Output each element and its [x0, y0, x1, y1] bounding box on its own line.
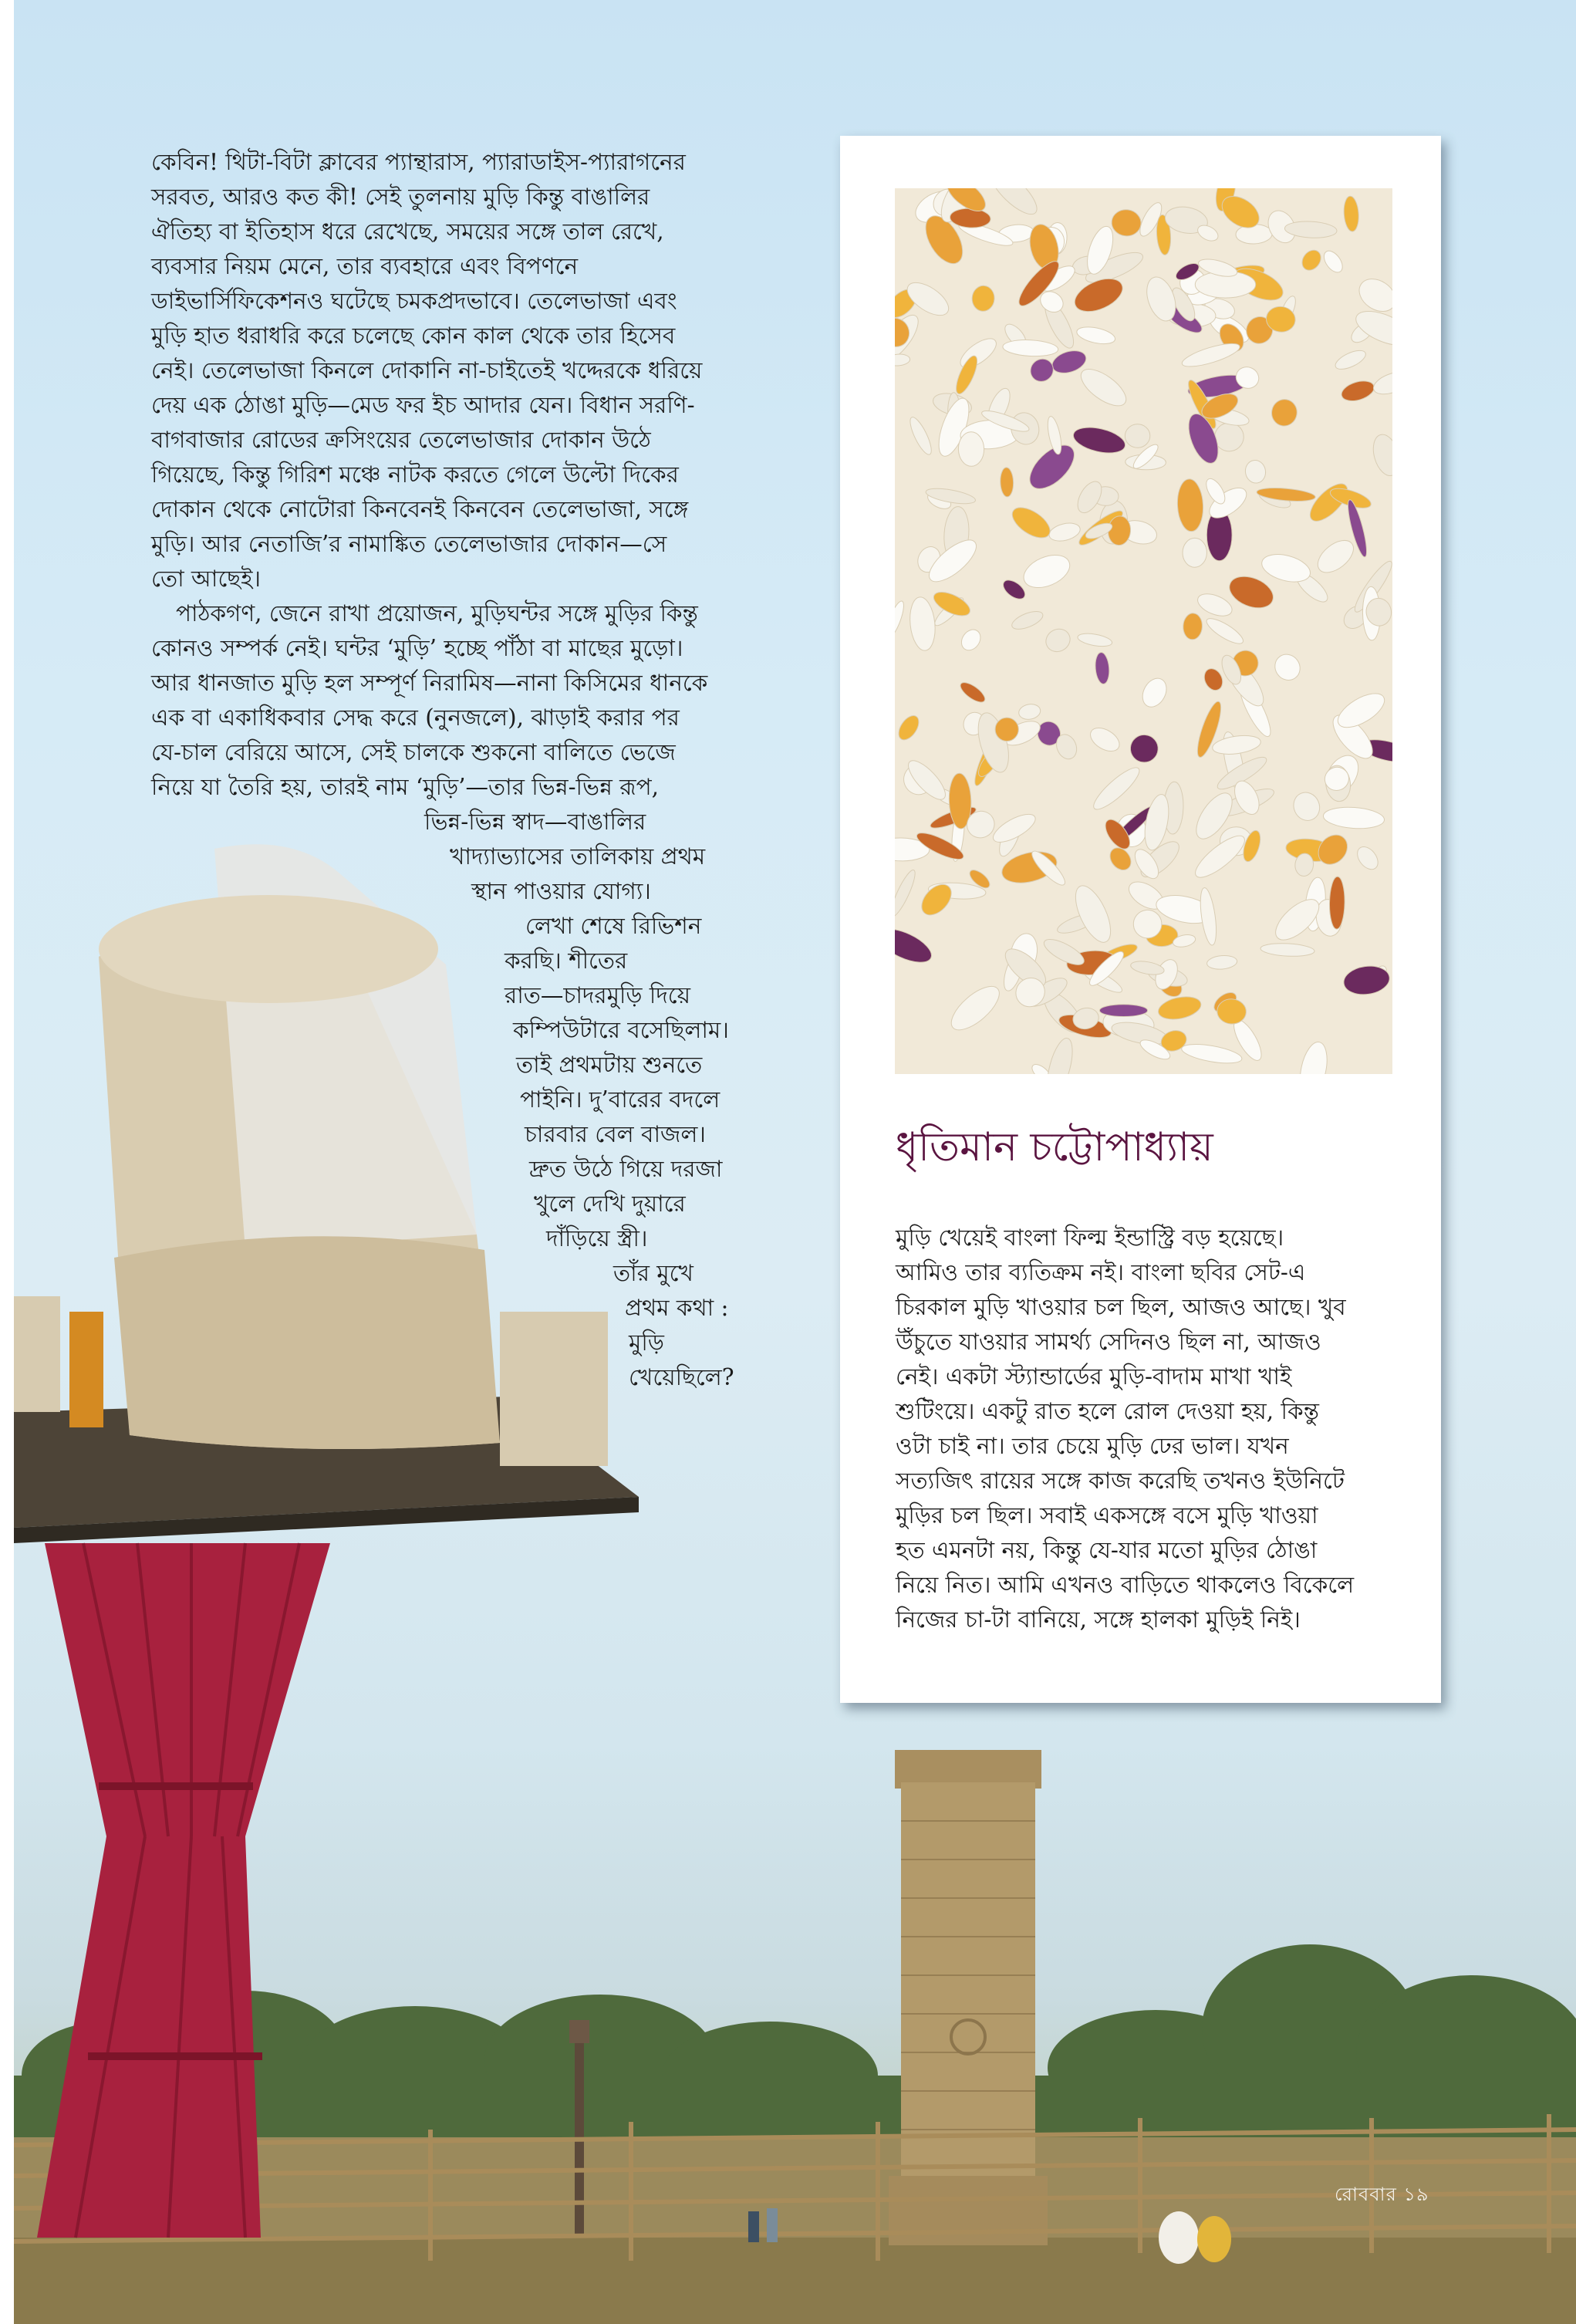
article-wrap-line: করছি। শীতের: [505, 948, 628, 974]
sidebar-line: শুটিংয়ে। একটু রাত হলে রোল দেওয়া হয়, কিন্তু: [896, 1398, 1319, 1424]
article-wrap-line: লেখা শেষে রিভিশন: [525, 913, 702, 939]
sidebar-line: নেই। একটা স্ট্যান্ডার্ডের মুড়ি-বাদাম মাখা খাই: [896, 1363, 1292, 1390]
article-line: দোকান থেকে নোটোরা কিনবেনই কিনবেন তেলেভাজা, সঙ্গে: [151, 496, 689, 522]
article-line: দেয় এক ঠোঙা মুড়ি—মেড ফর ইচ আদার যেন। বিধান সরণি-: [151, 392, 695, 418]
article-line: আর ধানজাত মুড়ি হল সম্পূর্ণ নিরামিষ—নানা কিসিমের ধানকে: [151, 670, 708, 696]
article-line: নিয়ে যা তৈরি হয়, তারই নাম ‘মুড়ি’—তার ভিন্ন-ভিন্ন রূপ,: [151, 774, 660, 800]
article-line: এক বা একাধিকবার সেদ্ধ করে (নুনজলে), ঝাড়াই করার পর: [151, 704, 680, 731]
article-wrap-line: প্রথম কথা :: [625, 1295, 729, 1321]
article-line: পাঠকগণ, জেনে রাখা প্রয়োজন, মুড়িঘন্টর সঙ্গে মুড়ির কিন্তু: [176, 600, 698, 627]
article-line: কেবিন! থিটা-বিটা ক্লাবের প্যান্থারাস, প্যারাডাইস-প্যারাগনের: [151, 149, 686, 175]
grain: [1125, 424, 1150, 448]
article-line: ব্যবসার নিয়ম মেনে, তার ব্যবহারে এবং বিপণনে: [151, 253, 579, 279]
grain: [995, 718, 1019, 741]
article-wrap-line: ভিন্ন-ভিন্ন স্বাদ—বাঙালির: [424, 809, 646, 835]
article-wrap-line: কম্পিউটারে বসেছিলাম।: [513, 1017, 729, 1043]
article-line: বাগবাজার রোডের ক্রসিংয়ের তেলেভাজার দোকান উঠে: [151, 427, 651, 453]
sidebar-body: [896, 1221, 1397, 1637]
article-wrap-line: মুড়ি: [629, 1329, 664, 1356]
article-line: তো আছেই।: [151, 566, 262, 592]
grain: [958, 431, 984, 466]
article-wrap-line: তাঁর মুখে: [613, 1260, 694, 1286]
folio: রোববার ১৯: [1335, 2184, 1429, 2205]
sidebar-line: মুড়ি খেয়েই বাংলা ফিল্ম ইন্ডাস্ট্রি বড় হয়েছে।: [896, 1224, 1284, 1251]
muri-photo-art: [895, 188, 1392, 1074]
grain: [1099, 1005, 1147, 1017]
sidebar-line: আমিও তার ব্যতিক্রম নই। বাংলা ছবির সেট-এ: [896, 1259, 1306, 1285]
memorial-tower: [889, 1750, 1048, 2245]
sidebar-title: ধৃতিমান চট্টোপাধ্যায়: [896, 1124, 1213, 1170]
article-line: ঐতিহ্য বা ইতিহাস ধরে রেখেছে, সময়ের সঙ্গে তাল রেখে,: [151, 218, 664, 245]
article-wrap-line: খেয়েছিলে?: [629, 1364, 734, 1390]
article-line: কোনও সম্পর্ক নেই। ঘন্টর ‘মুড়ি’ হচ্ছে পাঁঠা বা মাছের মুড়ো।: [151, 635, 683, 661]
article-wrap-line: রাত—চাদরমুড়ি দিয়ে: [505, 982, 691, 1008]
sidebar-card: [840, 136, 1441, 1703]
article-wrap-line: তাই প্রথমটায় শুনতে: [516, 1052, 703, 1078]
sidebar-line: চিরকাল মুড়ি খাওয়ার চল ছিল, আজও আছে। খুব: [896, 1294, 1346, 1320]
article-wrap-line: দাঁড়িয়ে স্ত্রী।: [546, 1225, 648, 1252]
article-wrap-line: পাইনি। দু’বারের বদলে: [520, 1086, 721, 1113]
article-line: নেই। তেলেভাজা কিনলে দোকানি না-চাইতেই খদ্দেরকে ধরিয়ে: [151, 357, 703, 383]
article-wrap-line: খাদ্যাভ্যাসের তালিকায় প্রথম: [450, 843, 706, 870]
article-line: মুড়ি। আর নেতাজি’র নামাঙ্কিত তেলেভাজার দোকান—সে: [151, 531, 667, 557]
sidebar-line: ওটা চাই না। তার চেয়ে মুড়ি ঢের ভাল। যখন: [896, 1433, 1289, 1459]
sidebar-line: সত্যজিৎ রায়ের সঙ্গে কাজ করেছি তখনও ইউনিটে: [896, 1468, 1345, 1494]
article-wrap-line: দ্রুত উঠে গিয়ে দরজা: [529, 1156, 723, 1182]
article-line: গিয়েছে, কিন্তু গিরিশ মঞ্চে নাটক করতে গেলে উল্টো দিকের: [151, 461, 679, 488]
article-wrap-line: চারবার বেল বাজল।: [525, 1121, 706, 1147]
muri-sacks: [14, 844, 608, 1466]
page: [14, 0, 1576, 2324]
article-column: [151, 145, 807, 805]
article-line: যে-চাল বেরিয়ে আসে, সেই চালকে শুকনো বালিতে ভেজে: [151, 739, 676, 765]
sidebar-line: নিয়ে নিত। আমি এখনও বাড়িতে থাকলেও বিকেলে: [896, 1572, 1355, 1598]
article-line: মুড়ি হাত ধরাধরি করে চলেছে কোন কাল থেকে তার হিসেব: [151, 323, 676, 349]
sidebar-line: উঁচুতে যাওয়ার সামর্থ্য সেদিনও ছিল না, আজও: [896, 1329, 1321, 1355]
muri-photo: [895, 188, 1392, 1074]
sidebar-line: হত এমনটা নয়, কিন্তু যে-যার মতো মুড়ির ঠোঙা: [896, 1537, 1318, 1563]
article-line: ডাইভার্সিফিকেশনও ঘটেছে চমকপ্রদভাবে। তেলেভাজা এবং: [151, 288, 677, 314]
sidebar-line: নিজের চা-টা বানিয়ে, সঙ্গে হালকা মুড়িই নিই।: [896, 1606, 1301, 1633]
article-line: সরবত, আরও কত কী! সেই তুলনায় মুড়ি কিন্তু বাঙালির: [151, 184, 650, 210]
grain: [1183, 538, 1207, 567]
article-wrap-line: স্থান পাওয়ার যোগ্য।: [471, 878, 651, 904]
sidebar-line: মুড়ির চল ছিল। সবাই একসঙ্গে বসে মুড়ি খাওয়া: [896, 1502, 1318, 1529]
article-wrap-line: খুলে দেখি দুয়ারে: [534, 1191, 686, 1217]
